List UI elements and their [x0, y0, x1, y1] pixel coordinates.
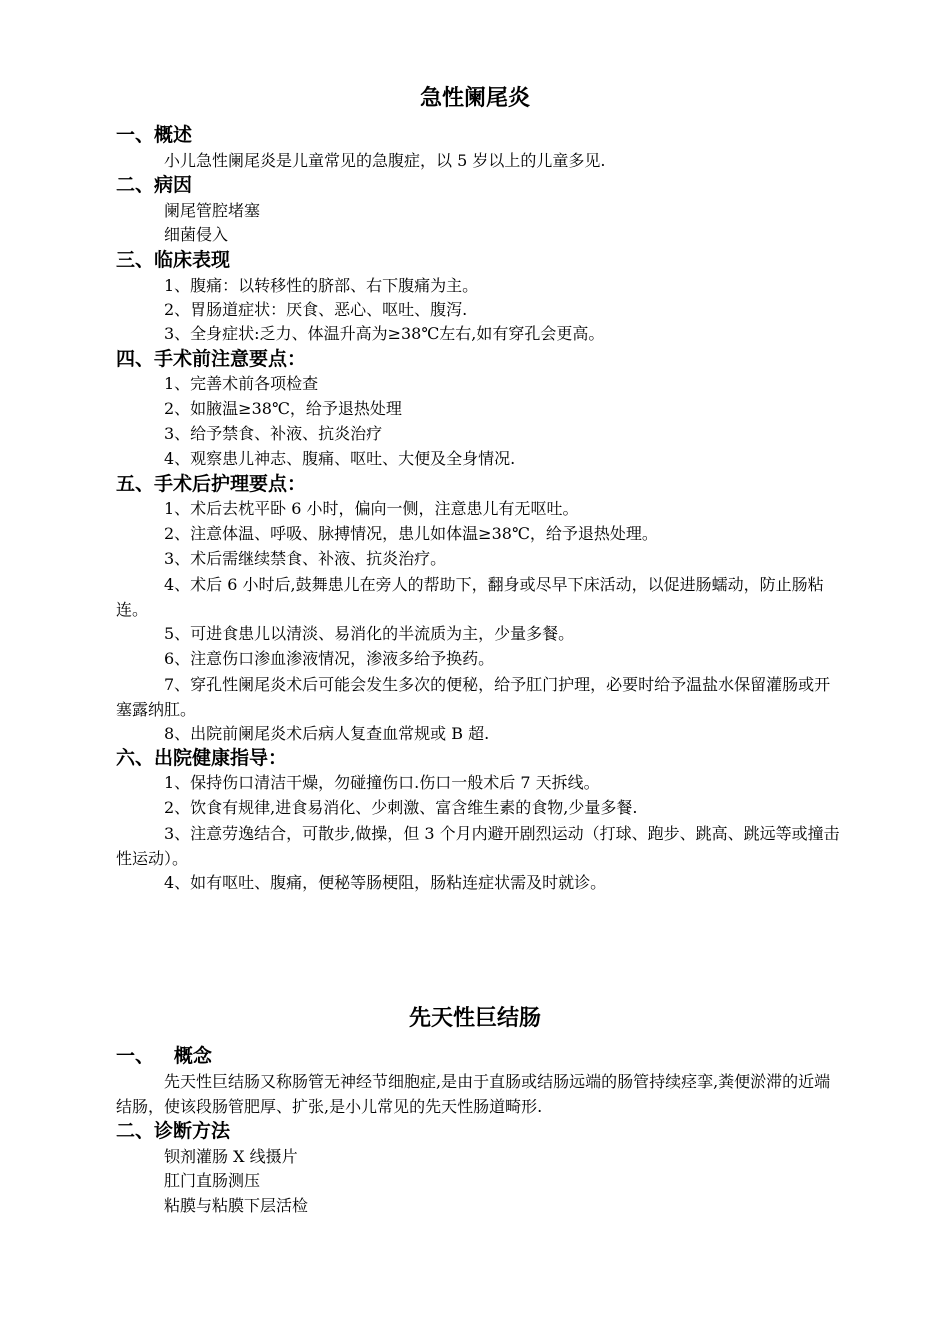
etiology-item: 细菌侵入 [164, 225, 229, 244]
postop-item: 7、穿孔性阑尾炎术后可能会发生多次的便秘，给予肛门护理，必要时给予温盐水保留灌肠或开塞露纳肛。 [116, 675, 831, 719]
postop-item: 4、术后 6 小时后,鼓舞患儿在旁人的帮助下，翻身或尽早下床活动，以促进肠蠕动，防止肠粘连。 [116, 575, 824, 619]
section-heading-postop: 五、手术后护理要点： [116, 473, 307, 495]
concept-text: 先天性巨结肠又称肠管无神经节细胞症,是由于直肠或结肠远端的肠管持续痉挛,粪便淤滞的近端结肠，使该段肠管肥厚、扩张,是小儿常见的先天性肠道畸形. [116, 1072, 831, 1116]
discharge-item: 4、如有呕吐、腹痛，便秘等肠梗阻，肠粘连症状需及时就诊。 [164, 873, 607, 892]
preop-item: 2、如腋温≥38℃，给予退热处理 [164, 399, 402, 418]
section-heading-clinical: 三、临床表现 [116, 249, 231, 271]
overview-text: 小儿急性阑尾炎是儿童常见的急腹症，以 5 岁以上的儿童多见. [164, 151, 606, 170]
clinical-item: 3、全身症状:乏力、体温升高为≥38℃左右,如有穿孔会更高。 [164, 324, 605, 343]
section-heading-preop: 四、手术前注意要点： [116, 348, 307, 370]
postop-item: 1、术后去枕平卧 6 小时，偏向一侧，注意患儿有无呕吐。 [164, 499, 579, 518]
document-title: 急性阑尾炎 [419, 86, 530, 111]
preop-item: 3、给予禁食、补液、抗炎治疗 [164, 424, 383, 443]
clinical-item: 1、腹痛：以转移性的脐部、右下腹痛为主。 [164, 276, 479, 295]
document-title-2: 先天性巨结肠 [408, 1006, 541, 1031]
etiology-item: 阑尾管腔堵塞 [164, 201, 261, 220]
postop-item: 5、可进食患儿以清淡、易消化的半流质为主，少量多餐。 [164, 624, 575, 643]
section-heading-concept: 一、 概念 [116, 1045, 212, 1067]
diagnosis-item: 粘膜与粘膜下层活检 [164, 1196, 309, 1215]
section-heading-etiology: 二、病因 [116, 174, 193, 196]
postop-item: 6、注意伤口渗血渗液情况，渗液多给予换药。 [164, 649, 495, 668]
preop-item: 4、观察患儿神志、腹痛、呕吐、大便及全身情况. [164, 449, 516, 468]
postop-item: 3、术后需继续禁食、补液、抗炎治疗。 [164, 549, 447, 568]
discharge-item: 2、饮食有规律,进食易消化、少刺激、富含维生素的食物,少量多餐. [164, 798, 638, 817]
postop-item: 8、出院前阑尾炎术后病人复查血常规或 B 超. [164, 724, 490, 743]
diagnosis-item: 钡剂灌肠 X 线摄片 [164, 1147, 298, 1166]
diagnosis-item: 肛门直肠测压 [164, 1171, 261, 1190]
section-heading-diagnosis: 二、诊断方法 [116, 1120, 231, 1142]
postop-item: 2、注意体温、呼吸、脉搏情况，患儿如体温≥38℃，给予退热处理。 [164, 524, 658, 543]
clinical-item: 2、胃肠道症状：厌食、恶心、呕吐、腹泻. [164, 300, 468, 319]
discharge-item: 3、注意劳逸结合，可散步,做操，但 3 个月内避开剧烈运动（打球、跑步、跳高、跳远等或撞击性运动）。 [116, 824, 840, 868]
section-heading-overview: 一、概述 [116, 124, 193, 146]
discharge-item: 1、保持伤口清洁干燥，勿碰撞伤口.伤口一般术后 7 天拆线。 [164, 773, 600, 792]
preop-item: 1、完善术前各项检查 [164, 374, 319, 393]
section-heading-discharge: 六、出院健康指导： [116, 747, 288, 769]
